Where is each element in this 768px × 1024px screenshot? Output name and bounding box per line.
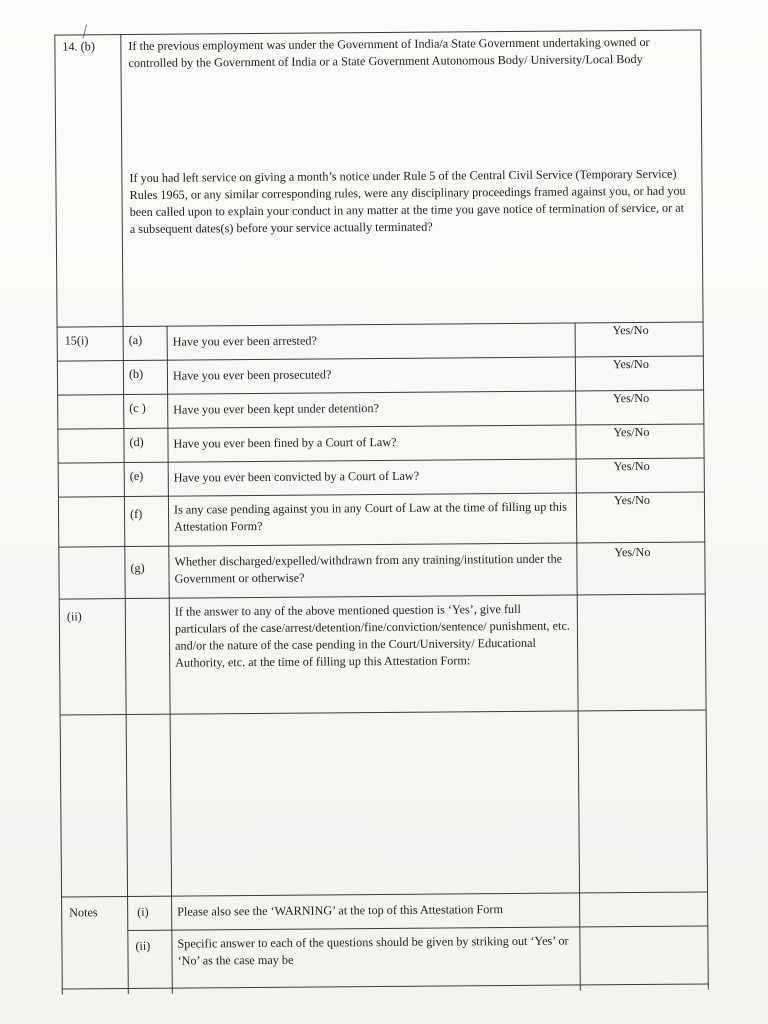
question-14b-number: 14. (b) — [62, 39, 95, 54]
row-rule-d — [58, 457, 705, 463]
question-detention: Have you ever been kept under detention? — [173, 401, 380, 417]
row-rule-14 — [57, 321, 704, 327]
question-discharged: Whether discharged/expelled/withdrawn from any training/institution under the Government or otherwise? — [174, 551, 563, 586]
item-letter-a: (a) — [128, 332, 143, 348]
answer-yes-no[interactable]: Yes/No — [613, 458, 650, 474]
column-rule-letter — [167, 326, 173, 994]
row-rule-note1 — [127, 925, 708, 931]
row-rule-b — [57, 389, 704, 395]
question-14b-notice-text: If you had left service on giving a month’s notice under Rule 5 of the Central Civil Service (Temporary Service) Rules 1965, or any similar corresponding rules, were any disciplinary proceedings framed against you, or had you been called upon to explain your conduct in any matter at the time you gave notice of termination of service, or at a subsequent dates(s) before your service actually terminated? — [129, 166, 686, 236]
note-text-1: Please also see the ‘WARNING’ at the top of this Attestation Form — [177, 902, 503, 919]
question-prosecuted: Have you ever been prosecuted? — [172, 367, 332, 383]
note-text-2: Specific answer to each of the questions should be given by striking out ‘Yes’ or ‘No’ as the case may be — [177, 933, 569, 968]
item-letter-c: (c ) — [129, 400, 146, 416]
note-number-1: (i) — [137, 904, 149, 919]
column-rule-number — [120, 34, 129, 994]
answer-yes-no[interactable]: Yes/No — [612, 322, 649, 338]
attestation-form-table — [54, 19, 716, 994]
question-14b-text: If the previous employment was under the Government of India/a State Government undertaking owned or controlled by the Government of India or a State Government Autonomous Body/ University/Local Body — [128, 34, 650, 71]
notes-label: Notes — [69, 905, 98, 920]
answer-yes-no[interactable]: Yes/No — [614, 544, 651, 560]
row-rule-c — [57, 423, 704, 429]
row-rule-e — [58, 491, 705, 497]
pen-mark — [83, 24, 87, 38]
answer-yes-no[interactable]: Yes/No — [613, 492, 651, 508]
table-border-bottom — [62, 983, 709, 989]
item-letter-d: (d) — [129, 434, 144, 450]
item-letter-e: (e) — [129, 468, 144, 484]
question-15ii-text: If the answer to any of the above mentioned question is ‘Yes’, give full particulars of the case/arrest/detention/fine/conviction/sentence/ punishment, etc. and/or the nature of the case pending in the Court/University/ Educational Authority, etc. at the time of filling up this Attestation Form: — [174, 601, 570, 670]
question-15i-number: 15(i) — [64, 333, 89, 348]
row-rule-blank — [61, 891, 708, 897]
row-rule-part2 — [60, 709, 707, 715]
item-letter-g: (g) — [130, 560, 145, 576]
question-fined: Have you ever been fined by a Court of Law? — [173, 434, 397, 451]
question-arrested: Have you ever been arrested? — [172, 333, 317, 349]
answer-yes-no[interactable]: Yes/No — [613, 390, 650, 406]
answer-yes-no[interactable]: Yes/No — [612, 356, 649, 372]
column-rule-answer — [575, 322, 581, 990]
question-convicted: Have you ever been convicted by a Court of Law? — [173, 468, 420, 485]
question-case-pending: Is any case pending against you in any Court of Law at the time of filling up this Attestation Form? — [173, 499, 568, 534]
item-letter-f: (f) — [129, 506, 143, 522]
row-rule-f — [58, 541, 705, 547]
note-number-2: (ii) — [135, 938, 151, 953]
item-letter-b: (b) — [128, 366, 144, 382]
table-border-left — [54, 35, 63, 995]
table-border-right — [700, 30, 709, 990]
question-15ii-number: (ii) — [66, 609, 82, 624]
row-rule-a — [57, 355, 704, 361]
row-rule-g — [59, 593, 706, 599]
answer-yes-no[interactable]: Yes/No — [613, 424, 650, 440]
